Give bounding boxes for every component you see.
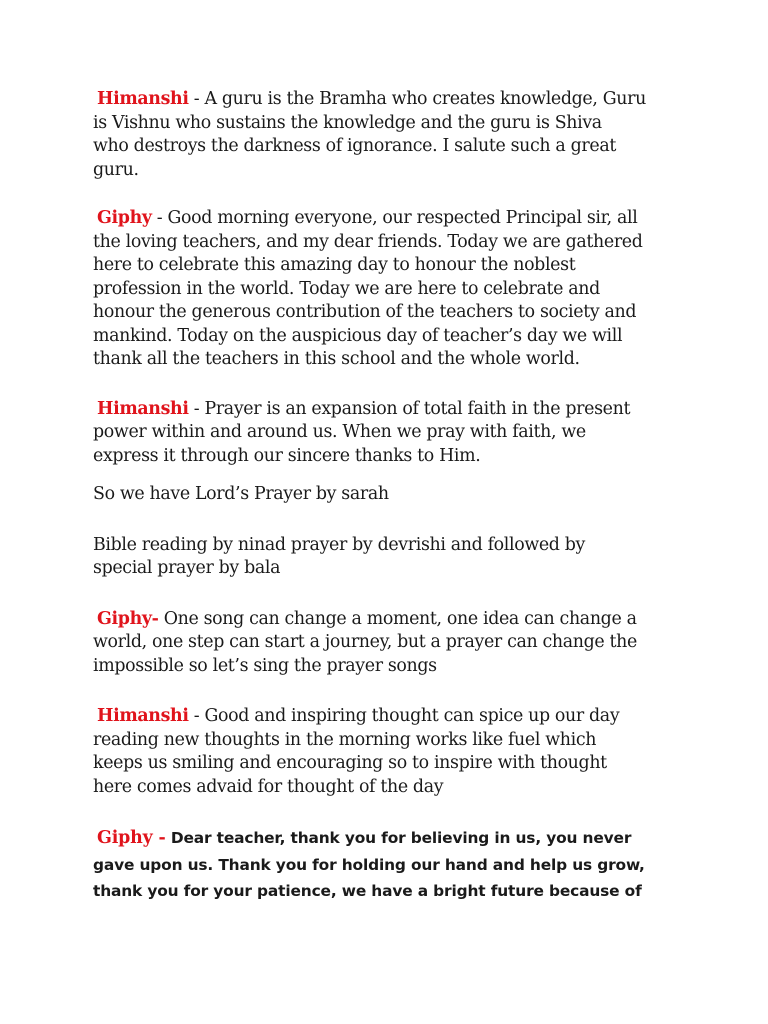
- speaker-name: Himanshi: [97, 398, 189, 419]
- paragraph-text: Good morning everyone, our respected Principal sir, all the loving teachers, and my dear friends. Today we are gathered here to celebrate this amazing day to honour the noblest profession in the world. Today we are here to celebrate and honour the generous contribution of the teachers to society and mankind. Today on the auspicious day of teacher’s day we will thank all the teachers in this school and the whole world.: [93, 208, 643, 369]
- paragraph-text: Bible reading by ninad prayer by devrishi and followed by special prayer by bala: [93, 534, 586, 578]
- speaker-name: Himanshi: [97, 89, 189, 109]
- dialogue-paragraph-giphy-1: [93, 207, 693, 372]
- paragraph-text: Good and inspiring thought can spice up our day reading new thoughts in the morning works like fuel which keeps us smiling and encouraging so to inspire with thought here comes advaid for thought of the day: [93, 706, 620, 797]
- paragraph-text: A guru is the Bramha who creates knowledge, Guru is Vishnu who sustains the knowledge and the guru is Shiva who destroys the darkness of ignorance. I salute such a great guru.: [93, 89, 646, 180]
- speaker-name: Himanshi: [97, 706, 189, 726]
- dialogue-paragraph-giphy-2: [93, 608, 693, 679]
- speaker-name: Giphy-: [97, 608, 159, 629]
- plain-paragraph-bible-reading: [93, 534, 693, 581]
- speaker-name: Giphy: [97, 208, 152, 228]
- dialogue-paragraph-giphy-3: [93, 825, 693, 905]
- speaker-separator: -: [151, 208, 168, 228]
- paragraph-text: Prayer is an expansion of total faith in the present power within and around us. When we pray with faith, we express it through our sincere thanks to Him.: [93, 398, 631, 466]
- speaker-separator: -: [188, 89, 205, 109]
- paragraph-text: So we have Lord’s Prayer by sarah: [93, 484, 389, 504]
- dialogue-paragraph-himanshi-2: [93, 398, 693, 469]
- speaker-separator: -: [188, 706, 205, 726]
- document-page: [93, 88, 693, 905]
- paragraph-text: One song can change a moment, one idea can change a world, one step can start a journey, but a prayer can change the impossible so let’s sing the prayer songs: [93, 608, 637, 676]
- plain-paragraph-lords-prayer: [93, 483, 693, 507]
- paragraph-text: Dear teacher, thank you for believing in us, you never gave upon us. Thank you for holding our hand and help us grow, thank you for your patience, we have a bright future because of: [93, 829, 645, 900]
- speaker-name: Giphy -: [97, 828, 166, 848]
- dialogue-paragraph-himanshi-1: [93, 88, 693, 182]
- dialogue-paragraph-himanshi-3: [93, 705, 693, 799]
- speaker-separator: -: [188, 398, 205, 419]
